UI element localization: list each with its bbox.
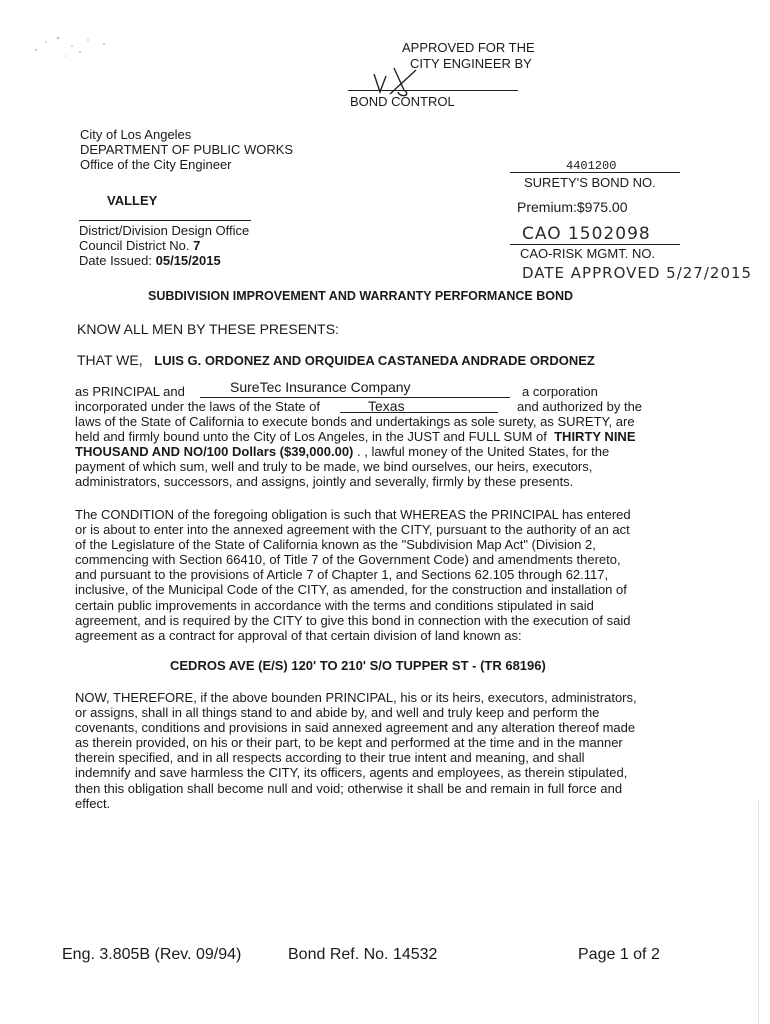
document-title: SUBDIVISION IMPROVEMENT AND WARRANTY PERFORMANCE BOND <box>148 289 574 303</box>
para1-text: held and firmly bound unto the City of Los Angeles, in the JUST and FULL SUM of <box>75 429 547 445</box>
footer-page-number: Page 1 of 2 <box>578 946 660 963</box>
council-district <box>79 238 200 253</box>
surety-bond-label: SURETY'S BOND NO. <box>524 175 656 190</box>
para1-line: administrators, successors, and assigns, jointly and severally, firmly by these presents. <box>75 474 574 490</box>
para1-line: payment of which sum, well and truly to be made, we bind ourselves, our heirs, executors, <box>75 459 593 475</box>
district-underline <box>79 220 251 221</box>
authorized-label: and authorized by the <box>517 399 643 414</box>
para3-line: effect. <box>75 795 111 811</box>
land-division-location: CEDROS AVE (E/S) 120' TO 210' S/O TUPPER ST - (TR 68196) <box>170 658 546 673</box>
a-corporation-label: a corporation <box>522 384 598 399</box>
para3-line: covenants, conditions and provisions in said annexed agreement and any alteration thereof made <box>75 720 636 736</box>
date-approved-handwritten: DATE APPROVED 5/27/2015 <box>522 264 753 282</box>
para2-line: or is about to enter into the annexed agreement with the CITY, pursuant to the authority of an act <box>75 522 630 538</box>
council-district-value: 7 <box>193 238 201 253</box>
date-issued <box>79 253 221 268</box>
footer-form-number: Eng. 3.805B (Rev. 09/94) <box>62 946 242 963</box>
agency-office: Office of the City Engineer <box>80 157 232 172</box>
paragraph-therefore <box>75 690 675 811</box>
para2-line: inclusive, of the Municipal Code of the CITY, as amended, for the construction and installation of <box>75 582 627 598</box>
scan-edge <box>758 800 759 1024</box>
para2-line: and pursuant to the provisions of Article 7 of Chapter 1, and Sections 62.105 through 62.117, <box>75 567 609 583</box>
para1-line <box>75 429 675 444</box>
agency-department: DEPARTMENT OF PUBLIC WORKS <box>80 142 294 157</box>
surety-state: Texas <box>368 398 405 414</box>
para3-line: as therein provided, on his or their part, to be kept and performed at the time and in the manner <box>75 735 623 751</box>
design-office: District/Division Design Office <box>79 223 250 238</box>
bond-amount-words: THIRTY NINE <box>554 429 636 445</box>
principal-names: LUIS G. ORDONEZ AND ORQUIDEA CASTANEDA ANDRADE ORDONEZ <box>154 353 595 368</box>
para3-line: therein specified, and in all respects according to their true intent and meaning, and shall <box>75 750 585 766</box>
premium: Premium:$975.00 <box>517 199 628 215</box>
bond-amount: THOUSAND AND NO/100 Dollars ($39,000.00) <box>75 444 354 460</box>
incorporated-label: incorporated under the laws of the State of <box>75 399 320 414</box>
agency-district: VALLEY <box>107 193 158 208</box>
para1-text: . , lawful money of the United States, for the <box>353 444 610 460</box>
surety-state-underline <box>340 412 498 413</box>
approval-signature-line <box>348 90 518 91</box>
surety-bond-number: 4401200 <box>566 159 617 173</box>
scan-speckles <box>28 28 118 68</box>
para2-line: agreement, and is required by the CITY to give this bond in connection with the execution of said <box>75 612 631 628</box>
para3-line: or assigns, shall in all things stand to and abide by, and well and truly keep and perform the <box>75 705 600 721</box>
approval-line-2: CITY ENGINEER BY <box>410 56 532 71</box>
council-district-label: Council District No. <box>79 238 190 253</box>
para3-line: then this obligation shall become null and void; otherwise it shall be and remain in full force and <box>75 780 623 796</box>
bond-number-line <box>510 172 680 173</box>
para2-line: commencing with Section 66410, of Title 7 of the Government Code) and amendments thereto, <box>75 552 621 568</box>
para2-line: certain public improvements in accordance with the terms and conditions stipulated in said <box>75 597 594 613</box>
principal-line <box>77 352 595 369</box>
approval-signature <box>360 60 440 98</box>
date-issued-value: 05/15/2015 <box>155 253 221 268</box>
agency-city: City of Los Angeles <box>80 127 192 142</box>
surety-company-underline <box>200 397 510 398</box>
para2-line: The CONDITION of the foregoing obligation is such that WHEREAS the PRINCIPAL has entered <box>75 507 631 522</box>
principal-prefix: THAT WE, <box>77 352 143 368</box>
cao-number-handwritten: CAO 1502098 <box>522 224 651 244</box>
surety-company-name: SureTec Insurance Company <box>230 379 411 395</box>
intro-heading: KNOW ALL MEN BY THESE PRESENTS: <box>77 321 339 337</box>
cao-line <box>510 244 680 245</box>
paragraph-surety <box>75 414 675 489</box>
para2-line: of the Legislature of the State of California known as the "Subdivision Map Act" (Division 2, <box>75 537 596 553</box>
as-principal-label: as PRINCIPAL and <box>75 384 185 399</box>
date-issued-label: Date Issued: <box>79 253 152 268</box>
cao-label: CAO-RISK MGMT. NO. <box>520 246 656 261</box>
approval-line-3: BOND CONTROL <box>350 94 455 109</box>
paragraph-condition <box>75 507 675 643</box>
approval-line-1: APPROVED FOR THE <box>402 40 535 55</box>
para2-line: agreement as a contract for approval of that certain division of land known as: <box>75 627 522 643</box>
para3-line: indemnify and save harmless the CITY, its officers, agents and employees, as therein stipulated, <box>75 765 628 781</box>
footer-bond-ref: Bond Ref. No. 14532 <box>288 946 438 963</box>
para1-line <box>75 444 675 459</box>
para3-line: NOW, THEREFORE, if the above bounden PRINCIPAL, his or its heirs, executors, administrators, <box>75 690 637 705</box>
para1-line: laws of the State of California to execute bonds and undertakings as sole surety, as SURETY, are <box>75 414 635 429</box>
